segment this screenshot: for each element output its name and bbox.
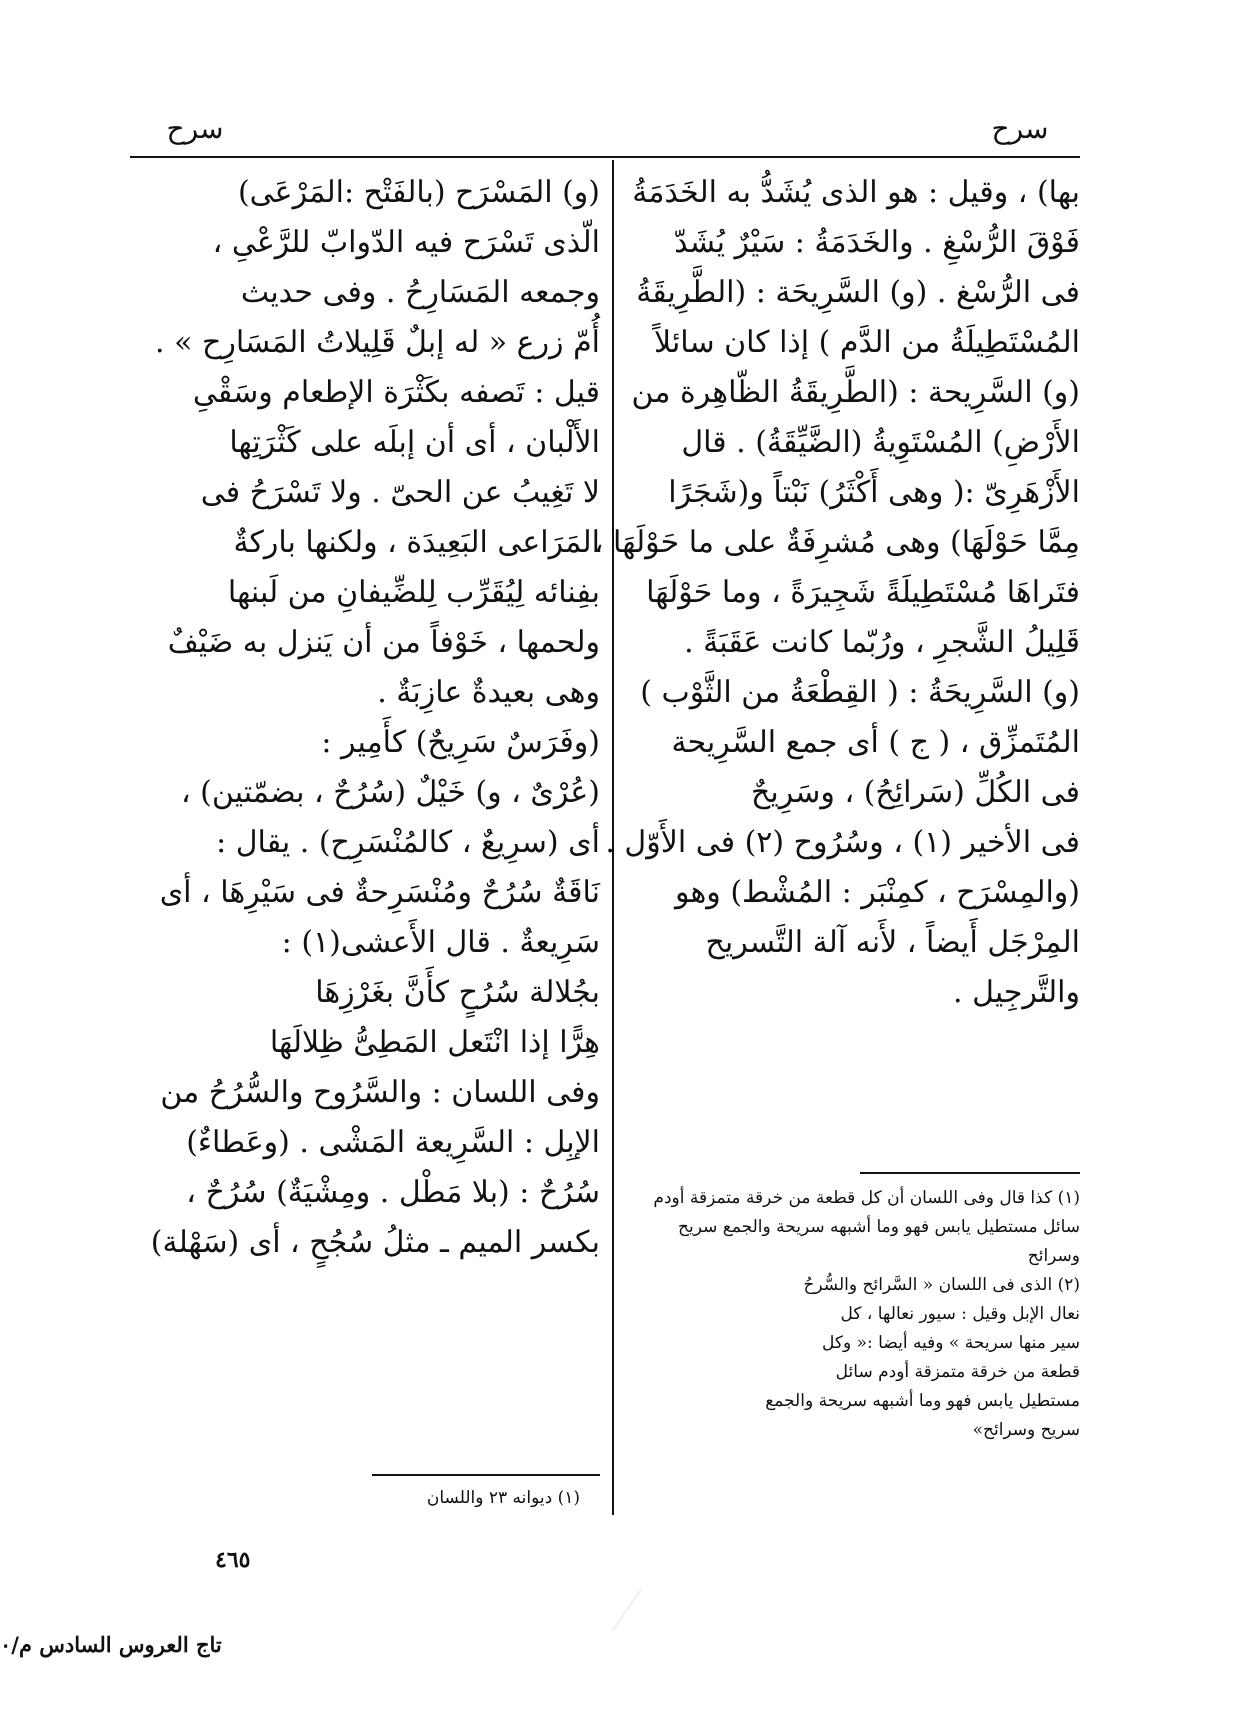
right-column (593, 168, 1080, 1018)
head-word-left: سرح (166, 112, 224, 145)
verse-line: هِرًّا إذا انْتَعل المَطِىُّ ظِلالَهَا (269, 1025, 600, 1060)
text-line: المُسْتَطِيلَةُ من الدَّم ) إذا كان سائلاً (654, 325, 1080, 360)
book-title: تاج العروس السادس م/٠ (0, 1632, 222, 1657)
text-line: والتَّرجِيل . (953, 975, 1080, 1010)
text-line: (و) المَسْرَح (بالفَتْح :المَرْعَى) (237, 175, 600, 210)
text-line: فتَراهَا مُسْتَطِيلَةً شَجِيرَةً ، وما حَوْلَهَا (646, 575, 1080, 610)
text-line: قَلِيلُ الشَّجرِ ، ورُبّما كانت عَقَبَةً . (684, 625, 1080, 660)
verse-line: بجُلالة سُرُحٍ كأَنَّ بغَرْزِهَا (315, 975, 600, 1010)
text-line: المُتَمزِّق ، ( ج ) أى جمع السَّرِيحة (671, 725, 1080, 760)
text-line: الإبِل : السَّرِيعة المَشْى . (وعَطاءٌ) (186, 1125, 600, 1160)
text-line: (والمِسْرَح ، كمِنْبَر : المُشْط) وهو (674, 875, 1080, 910)
scan-smudge (612, 1589, 699, 1671)
left-column (140, 168, 600, 1268)
text-line: أُمّ زرع « له إبلٌ قَلِيلاتُ المَسَارِح » . (155, 325, 600, 360)
footnote-line: (٢) الذى فى اللسان « السَّرائح والسُّرحُ (803, 1275, 1080, 1295)
right-footnotes (640, 1184, 1080, 1445)
head-word-right: سرح (991, 112, 1049, 145)
footnote-line: نعال الإبل وقيل : سيور نعالها ، كل (840, 1304, 1080, 1324)
text-line: سَرِيعةٌ . قال الأَعشى(١) : (281, 925, 600, 960)
footnote-line: قطعة من خرقة متمزقة أودم سائل (835, 1362, 1080, 1382)
text-line: لا تَغِيبُ عن الحىّ . ولا تَسْرَحُ فى (200, 475, 600, 510)
text-line: ولحمها ، خَوْفاً من أن يَنزل به ضَيْفٌ (167, 625, 600, 660)
text-line: وفى اللسان : والسَّرُوح والسُّرُحُ من (160, 1075, 600, 1110)
text-line: فى الكُلِّ (سَرائِحُ) ، وسَرِيحٌ (751, 775, 1080, 810)
left-footnotes (140, 1484, 580, 1513)
text-line: الأَرْضِ) المُسْتَوِيةُ (الضَّيِّقَةُ) . قال (681, 425, 1080, 460)
text-line: قيل : تَصفه بكَثْرَة الإطعام وسَقْىِ (192, 375, 600, 410)
text-line: نَاقَةٌ سُرُحٌ ومُنْسَرِحةٌ فى سَيْرِهَا ، أى (159, 875, 600, 910)
text-line: (عُرْىٌ ، و) خَيْلٌ (سُرُحٌ ، بضمّتين) ، (180, 775, 600, 810)
text-line: أى (سرِيعٌ ، كالمُنْسَرِح) . يقال : (216, 825, 600, 860)
text-line: (وفَرَسٌ سَرِيحٌ) كأَمِير : (321, 725, 600, 760)
text-line: (و) السَّرِيحَةُ : ( القِطْعَةُ من الثَّوْب ) (640, 675, 1080, 710)
footnote-line: سريح وسرائح» (972, 1420, 1080, 1440)
text-line: الّذى تَسْرَح فيه الدّوابّ للرَّعْىِ ، (212, 225, 600, 260)
footnote-line: مستطيل يابس فهو وما أشبهه سريحة والجمع (765, 1391, 1080, 1411)
text-line: بفِنائه لِيُقَرِّب لِلضِّيفانِ من لَبنها (227, 575, 600, 610)
footnote-rule-left (372, 1474, 600, 1476)
footnote-rule-right (860, 1172, 1080, 1174)
text-line: وهى بعيدةٌ عازِبَةٌ . (377, 675, 600, 710)
header-rule (130, 156, 1080, 158)
text-line: فى الأخير (١) ، وسُرُوح (٢) فى الأَوّل . (605, 825, 1080, 860)
text-line: مِمَّا حَوْلَهَا) وهى مُشرِفَةٌ على ما حَوْلَهَا ، (593, 525, 1080, 560)
footnote-line: سائل مستطيل يابس فهو وما أشبهه سريحة والجمع سريح (678, 1217, 1080, 1237)
footnote-line: وسرائح (1027, 1246, 1080, 1266)
footnote-line: (١) ديوانه ٢٣ واللسان (426, 1488, 580, 1508)
text-line: الأَلْبان ، أى أن إبلَه على كَثْرَتِها (229, 425, 600, 460)
text-line: الأَزْهَرِىّ :( وهى أَكْثَرُ) نَبْتاً و(شَجَرًا (668, 475, 1080, 510)
text-line: (و) السَّرِيحة : (الطَّرِيقَةُ الظّاهِرة من (631, 375, 1080, 410)
text-line: فى الرُّسْغ . (و) السَّرِيحَة : (الطَّرِيقَةُ (636, 275, 1080, 310)
text-line: المَرَاعى البَعِيدَة ، ولكنها باركةٌ (233, 525, 600, 560)
footnote-line: سير منها سريحة » وفيه أيضا :« وكل (822, 1333, 1080, 1353)
page-number: ٤٦٥ (215, 1547, 251, 1573)
footnote-line: (١) كذا قال وفى اللسان أن كل قطعة من خرقة متمزقة أودم (653, 1188, 1080, 1208)
text-line: فَوْقَ الرُّسْغِ . والخَدَمَةُ : سَيْرٌ يُشَدّ (674, 225, 1080, 260)
text-line: بكسر الميم ـ مثلُ سُجُحٍ ، أى (سَهْلة) (150, 1225, 600, 1260)
text-line: بها) ، وقيل : هو الذى يُشَدُّ به الخَدَمَةُ (632, 175, 1080, 210)
text-line: وجمعه المَسَارِحُ . وفى حديث (240, 275, 600, 310)
text-line: سُرُحٌ : (بلا مَطْل . ومِشْيَةٌ) سُرُحٌ ، (186, 1175, 600, 1210)
text-line: المِرْجَل أَيضاً ، لأَنه آلة التَّسريح (705, 925, 1080, 960)
